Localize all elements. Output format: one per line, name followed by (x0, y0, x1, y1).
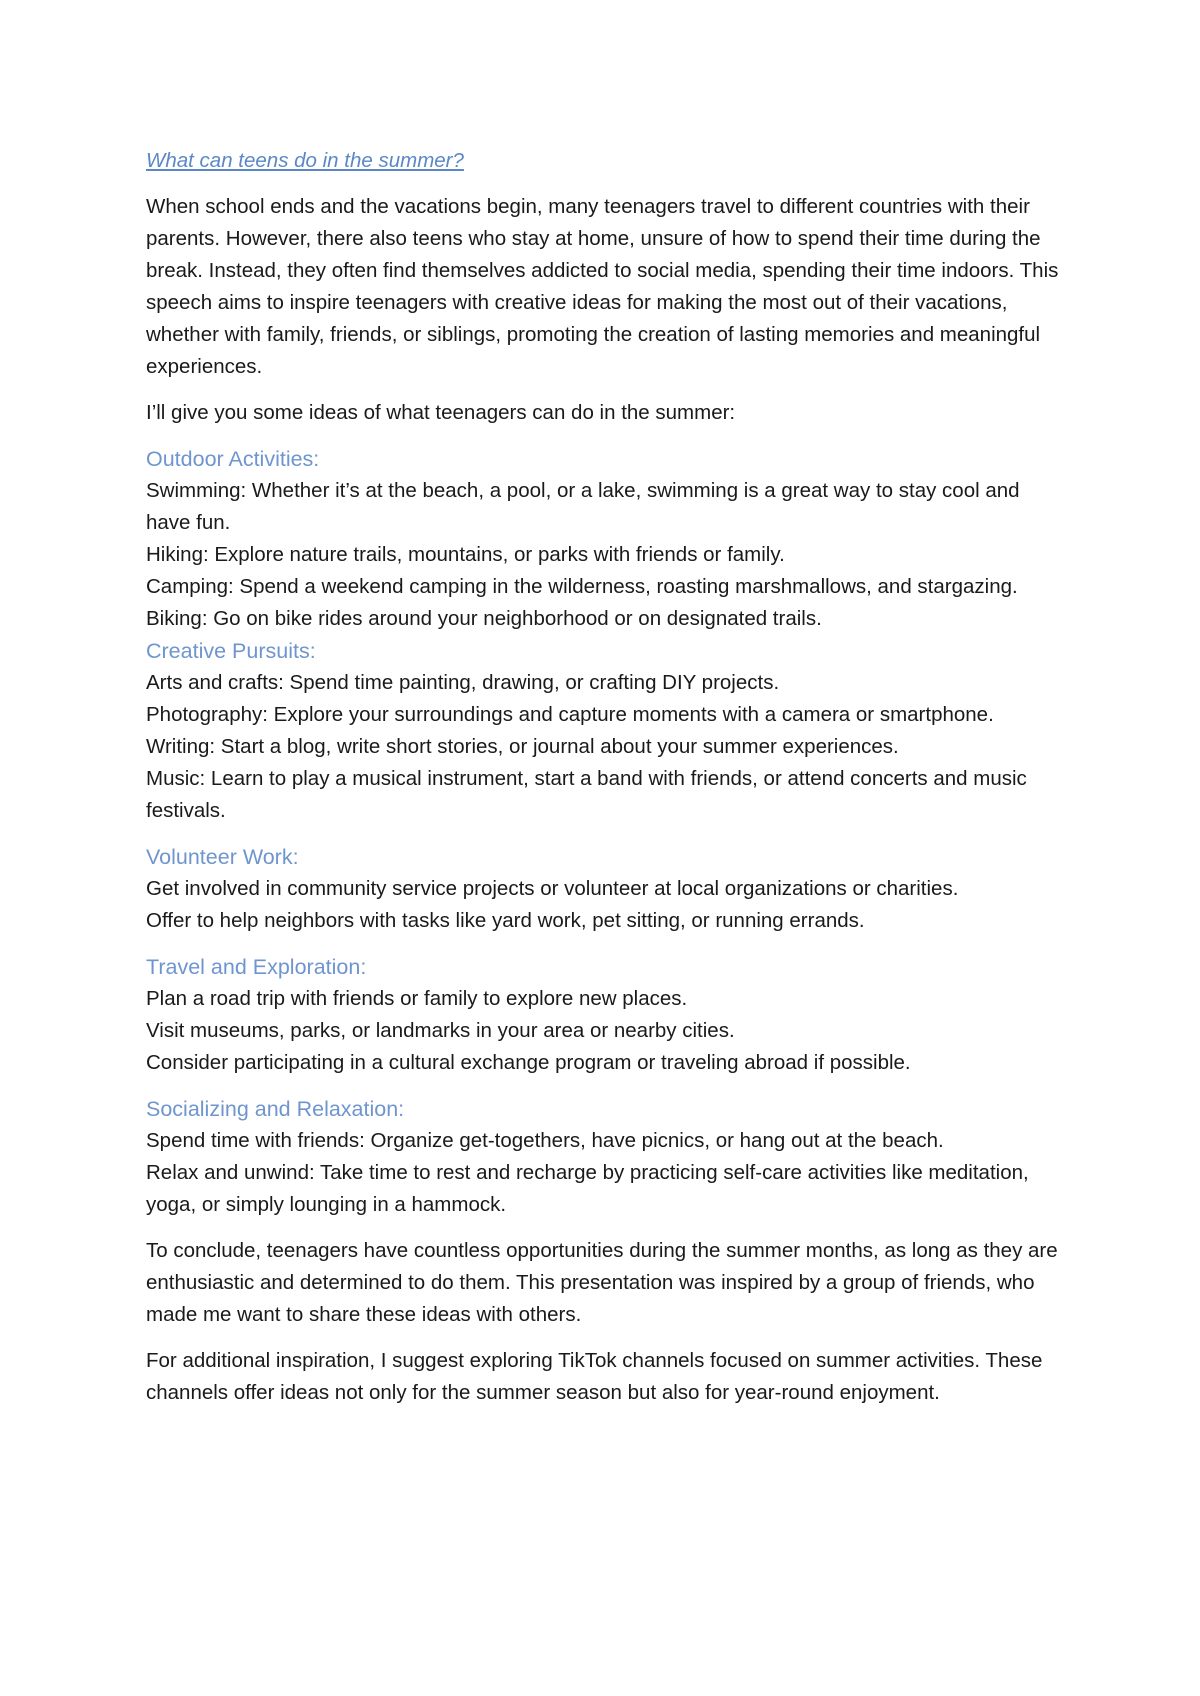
conclusion-paragraph: To conclude, teenagers have countless opportunities during the summer months, as long as they are enthusiastic and determined to do them. This presentation was inspired by a group of friends, who made me want to share these ideas with others. (146, 1239, 1058, 1326)
list-item: Offer to help neighbors with tasks like yard work, pet sitting, or running errands. (146, 909, 865, 932)
list-item: Hiking: Explore nature trails, mountains, or parks with friends or family. (146, 543, 785, 566)
section-travel-exploration (146, 951, 1066, 1079)
document-page (146, 145, 1066, 1423)
closing-paragraph: For additional inspiration, I suggest exploring TikTok channels focused on summer activities. These channels offer ideas not only for the summer season but also for year-round enjoyment. (146, 1349, 1043, 1404)
list-item: Spend time with friends: Organize get-togethers, have picnics, or hang out at the beach. (146, 1129, 944, 1152)
list-item: Photography: Explore your surroundings and capture moments with a camera or smartphone. (146, 703, 994, 726)
list-item: Biking: Go on bike rides around your neighborhood or on designated trails. (146, 607, 822, 630)
list-item: Writing: Start a blog, write short stories, or journal about your summer experiences. (146, 735, 899, 758)
list-item: Music: Learn to play a musical instrument, start a band with friends, or attend concerts and music festivals. (146, 767, 1027, 822)
list-item: Relax and unwind: Take time to rest and recharge by practicing self-care activities like meditation, yoga, or simply lounging in a hammock. (146, 1161, 1029, 1216)
lead-paragraph: I’ll give you some ideas of what teenagers can do in the summer: (146, 401, 736, 424)
list-item: Consider participating in a cultural exchange program or traveling abroad if possible. (146, 1051, 911, 1074)
section-volunteer-work (146, 841, 1066, 937)
list-item: Arts and crafts: Spend time painting, drawing, or crafting DIY projects. (146, 671, 780, 694)
document-title: What can teens do in the summer? (146, 149, 464, 172)
list-item: Visit museums, parks, or landmarks in your area or nearby cities. (146, 1019, 735, 1042)
list-item: Swimming: Whether it’s at the beach, a pool, or a lake, swimming is a great way to stay cool and have fun. (146, 479, 1020, 534)
list-item: Get involved in community service projects or volunteer at local organizations or charities. (146, 877, 959, 900)
section-socializing-relaxation (146, 1093, 1066, 1221)
section-outdoor-activities (146, 443, 1066, 635)
section-heading: Outdoor Activities: (146, 447, 320, 471)
list-item: Camping: Spend a weekend camping in the wilderness, roasting marshmallows, and stargazing. (146, 575, 1018, 598)
section-creative-pursuits (146, 635, 1066, 827)
section-heading: Travel and Exploration: (146, 955, 367, 979)
section-heading: Volunteer Work: (146, 845, 299, 869)
section-heading: Socializing and Relaxation: (146, 1097, 405, 1121)
intro-paragraph: When school ends and the vacations begin, many teenagers travel to different countries with their parents. However, there also teens who stay at home, unsure of how to spend their time during the break. Instead, they often find themselves addicted to social media, spending their time indoors. This speech aims to inspire teenagers with creative ideas for making the most out of their vacations, whether with family, friends, or siblings, promoting the creation of lasting memories and meaningful experiences. (146, 195, 1059, 378)
section-heading: Creative Pursuits: (146, 639, 316, 663)
list-item: Plan a road trip with friends or family to explore new places. (146, 987, 688, 1010)
